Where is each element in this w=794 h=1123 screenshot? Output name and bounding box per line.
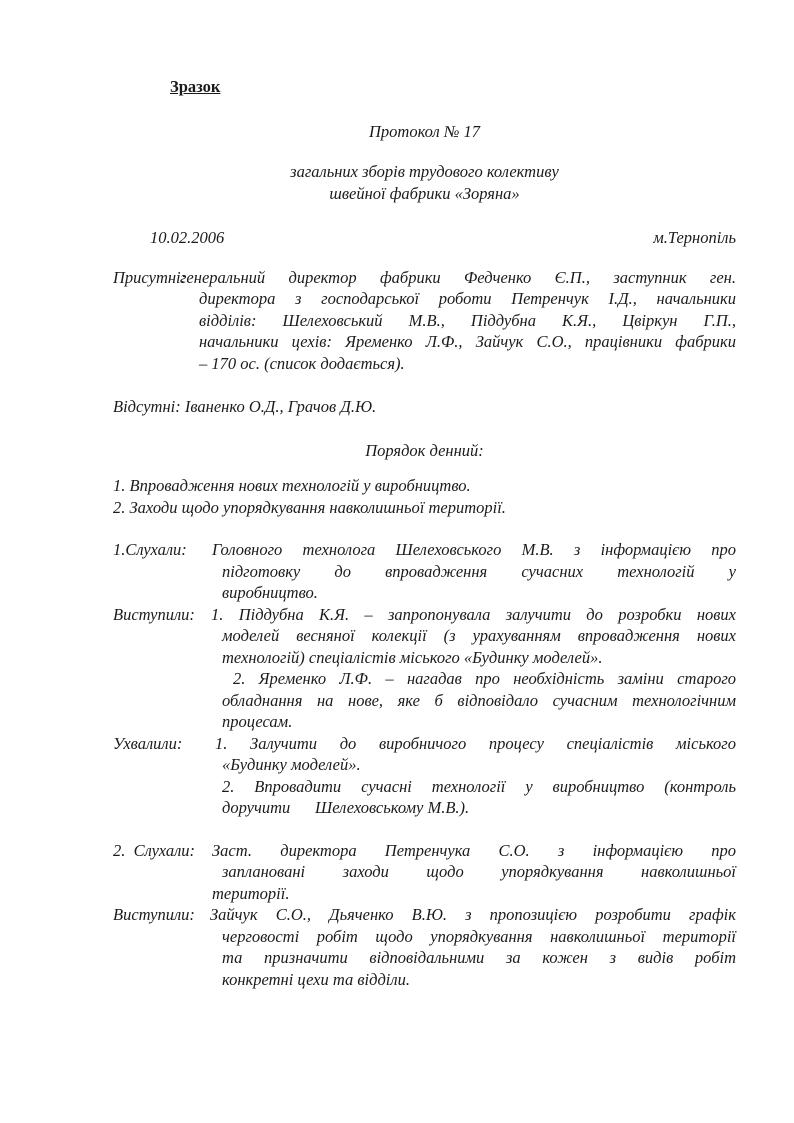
agenda-item: 2. Заходи щодо упорядкування навколишньої території.: [113, 497, 506, 517]
doc-subtitle-line-1: загальних зборів трудового колективу: [290, 162, 559, 181]
item1-heard-paragraph: [113, 539, 736, 604]
text-line: заплановані заходи щодо упорядкування навколишньої: [222, 862, 736, 881]
absent-text: Іваненко О.Д., Грачов Д.Ю.: [184, 397, 377, 416]
text-line: моделей весняної колекції (з урахуванням впровадження нових: [222, 626, 736, 645]
text-line: Заст. директора Петренчука С.О. з інформацією про: [212, 840, 736, 860]
item1-heard-label: 1.Слухали:: [113, 540, 187, 559]
text-line: технологій) спеціалістів міського «Будинку моделей».: [222, 647, 603, 667]
text-line: конкретні цехи та відділи.: [222, 969, 410, 989]
text-line: Головного технолога Шелеховського М.В. з інформацією про: [212, 540, 736, 559]
text-line: черговості робіт щодо упорядкування навколишньої території: [222, 926, 736, 946]
text-line: підготовку до впровадження сучасних технологій у: [222, 561, 736, 581]
doc-title: Протокол № 17: [368, 121, 480, 141]
attendees-line: директора з господарської роботи Петренчук І.Д., начальники: [199, 289, 736, 308]
text-line: території.: [212, 883, 290, 903]
text-line: процесам.: [222, 712, 293, 731]
item2-spoke-paragraph: [113, 904, 736, 990]
doc-subtitle-line-2: швейної фабрики «Зоряна»: [329, 183, 520, 203]
attendees-line: генеральний директор фабрики Федченко Є.П., заступник ген.: [180, 267, 736, 287]
text-line: «Будинку моделей».: [222, 755, 361, 774]
agenda-heading: Порядок денний:: [365, 440, 484, 460]
text-line: та призначити відповідальними за кожен з видів робіт: [222, 948, 736, 967]
absent-row: [113, 396, 736, 418]
attendees-paragraph: [113, 267, 736, 375]
attendees-label: Присутні:: [113, 267, 187, 287]
text-line: Зайчук С.О., Дьяченко В.Ю. з пропозицією розробити графік: [210, 905, 736, 924]
item1-spoke-paragraph: [113, 604, 736, 733]
agenda-list: [113, 475, 736, 518]
item1-resolved-label: Ухвалили:: [113, 733, 183, 753]
attendees-line: начальники цехів: Яременко Л.Ф., Зайчук С.О., працівники фабрики: [199, 332, 736, 351]
attendees-line: – 170 ос. (список додається).: [199, 353, 405, 373]
text-line: 2. Впровадити сучасні технології у виробництво (контроль: [222, 776, 736, 796]
doc-place: м.Тернопіль: [653, 228, 736, 247]
item2-spoke-label: Виступили:: [113, 905, 195, 924]
item1-resolved-paragraph: [113, 733, 736, 819]
text-line: доручити Шелеховському М.В.).: [222, 798, 470, 817]
agenda-item: 1. Впровадження нових технологій у виробництво.: [113, 476, 471, 495]
item1-spoke-label: Виступили:: [113, 604, 195, 624]
text-line: 2. Яременко Л.Ф. – нагадав про необхідність заміни старого: [233, 669, 736, 688]
attendees-line: відділів: Шелеховський М.В., Піддубна К.Я., Цвіркун Г.П.,: [199, 310, 736, 330]
text-line: 1. Піддубна К.Я. – запропонувала залучити до розробки нових: [211, 604, 736, 624]
text-line: виробництво.: [222, 583, 318, 602]
dateline: [113, 227, 736, 249]
doc-date: 10.02.2006: [150, 228, 225, 247]
text-line: обладнання на нове, яке б відповідало сучасним технологічним: [222, 690, 736, 710]
item2-heard-label: 2. Слухали:: [113, 840, 196, 860]
absent-label: Відсутні:: [113, 397, 181, 416]
item2-heard-paragraph: [113, 840, 736, 905]
sample-label: Зразок: [170, 77, 221, 96]
text-line: 1. Залучити до виробничого процесу спеціалістів міського: [215, 733, 736, 753]
